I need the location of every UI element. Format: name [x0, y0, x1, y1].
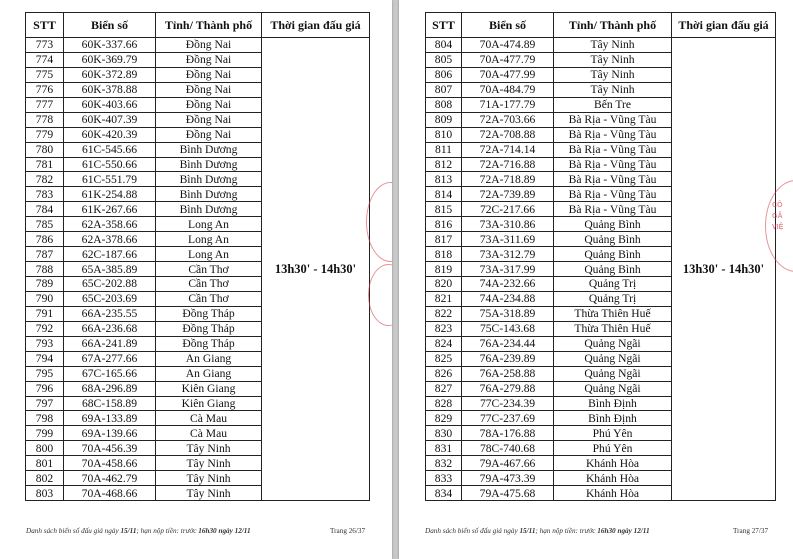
header-time: Thời gian đấu giá: [262, 13, 370, 38]
cell-stt: 803: [26, 486, 64, 501]
cell-stt: 818: [426, 247, 462, 262]
cell-plate: 78C-740.68: [462, 441, 554, 456]
cell-stt: 812: [426, 157, 462, 172]
cell-stt: 782: [26, 172, 64, 187]
cell-stt: 828: [426, 396, 462, 411]
red-seal-stamp-text: CÔ GÂ VIỆ: [772, 202, 784, 231]
cell-plate: 70A-477.99: [462, 67, 554, 82]
page-number: Trang 27/37: [733, 527, 769, 535]
cell-plate: 70A-458.66: [64, 456, 156, 471]
cell-plate: 77C-237.69: [462, 411, 554, 426]
document-page-26: [0, 0, 392, 559]
cell-province: Tây Ninh: [554, 52, 672, 67]
cell-stt: 801: [26, 456, 64, 471]
cell-stt: 821: [426, 291, 462, 306]
cell-province: Bình Dương: [156, 187, 262, 202]
cell-province: Đồng Tháp: [156, 306, 262, 321]
cell-stt: 814: [426, 187, 462, 202]
cell-province: Bà Rịa - Vũng Tàu: [554, 127, 672, 142]
cell-province: Tây Ninh: [554, 38, 672, 53]
cell-plate: 60K-403.66: [64, 97, 156, 112]
cell-plate: 71A-177.79: [462, 97, 554, 112]
cell-plate: 60K-407.39: [64, 112, 156, 127]
header-plate: Biển số: [64, 13, 156, 38]
cell-plate: 69A-133.89: [64, 411, 156, 426]
cell-plate: 61K-254.88: [64, 187, 156, 202]
cell-province: Khánh Hòa: [554, 486, 672, 501]
cell-stt: 809: [426, 112, 462, 127]
cell-province: Đồng Tháp: [156, 336, 262, 351]
cell-plate: 72A-703.66: [462, 112, 554, 127]
cell-stt: 781: [26, 157, 64, 172]
cell-plate: 60K-372.89: [64, 67, 156, 82]
cell-stt: 788: [26, 262, 64, 277]
cell-plate: 75A-318.89: [462, 306, 554, 321]
cell-province: An Giang: [156, 366, 262, 381]
cell-stt: 819: [426, 262, 462, 277]
cell-province: Quảng Bình: [554, 247, 672, 262]
cell-province: Cần Thơ: [156, 262, 262, 277]
cell-stt: 795: [26, 366, 64, 381]
cell-stt: 804: [426, 38, 462, 53]
cell-plate: 66A-236.68: [64, 321, 156, 336]
cell-stt: 808: [426, 97, 462, 112]
cell-stt: 799: [26, 426, 64, 441]
cell-stt: 826: [426, 366, 462, 381]
cell-plate: 74A-234.88: [462, 291, 554, 306]
cell-province: Long An: [156, 232, 262, 247]
red-seal-stamp-fragment: [368, 264, 392, 326]
cell-plate: 62A-378.66: [64, 232, 156, 247]
cell-plate: 70A-468.66: [64, 486, 156, 501]
cell-stt: 778: [26, 112, 64, 127]
cell-stt: 825: [426, 351, 462, 366]
cell-province: Tây Ninh: [554, 67, 672, 82]
cell-province: Quảng Bình: [554, 262, 672, 277]
header-stt: STT: [26, 13, 64, 38]
cell-plate: 67A-277.66: [64, 351, 156, 366]
cell-plate: 62C-187.66: [64, 247, 156, 262]
cell-province: Đồng Nai: [156, 112, 262, 127]
cell-stt: 824: [426, 336, 462, 351]
cell-plate: 72A-714.14: [462, 142, 554, 157]
plate-auction-table: [425, 12, 776, 501]
cell-plate: 79A-475.68: [462, 486, 554, 501]
cell-plate: 78A-176.88: [462, 426, 554, 441]
page-number: Trang 26/37: [330, 527, 366, 535]
cell-plate: 75C-143.68: [462, 321, 554, 336]
header-province: Tỉnh/ Thành phố: [554, 13, 672, 38]
cell-province: Bà Rịa - Vũng Tàu: [554, 172, 672, 187]
cell-stt: 790: [26, 291, 64, 306]
cell-plate: 72C-217.66: [462, 202, 554, 217]
cell-province: Quảng Trị: [554, 277, 672, 292]
cell-plate: 74A-232.66: [462, 277, 554, 292]
cell-stt: 796: [26, 381, 64, 396]
header-plate: Biển số: [462, 13, 554, 38]
cell-province: Tây Ninh: [156, 456, 262, 471]
cell-plate: 70A-462.79: [64, 471, 156, 486]
cell-plate: 70A-484.79: [462, 82, 554, 97]
cell-province: Quảng Trị: [554, 291, 672, 306]
cell-province: Bình Định: [554, 411, 672, 426]
cell-plate: 62A-358.66: [64, 217, 156, 232]
cell-province: Đồng Nai: [156, 82, 262, 97]
cell-stt: 774: [26, 52, 64, 67]
cell-stt: 832: [426, 456, 462, 471]
cell-plate: 76A-234.44: [462, 336, 554, 351]
cell-plate: 65C-203.69: [64, 291, 156, 306]
cell-plate: 61C-545.66: [64, 142, 156, 157]
cell-plate: 70A-477.79: [462, 52, 554, 67]
cell-plate: 61K-267.66: [64, 202, 156, 217]
cell-plate: 66A-241.89: [64, 336, 156, 351]
page-footer-note: Danh sách biển số đấu giá ngày 15/11; hạn nộp tiền: trước 16h30 ngày 12/11: [26, 527, 251, 535]
cell-plate: 60K-369.79: [64, 52, 156, 67]
header-province: Tỉnh/ Thành phố: [156, 13, 262, 38]
cell-plate: 61C-551.79: [64, 172, 156, 187]
cell-plate: 73A-312.79: [462, 247, 554, 262]
cell-stt: 787: [26, 247, 64, 262]
table-row: [426, 38, 776, 53]
cell-plate: 72A-716.88: [462, 157, 554, 172]
cell-province: Long An: [156, 247, 262, 262]
cell-province: Thừa Thiên Huế: [554, 306, 672, 321]
cell-province: Bình Dương: [156, 142, 262, 157]
cell-plate: 69A-139.66: [64, 426, 156, 441]
cell-stt: 827: [426, 381, 462, 396]
table-header-row: [26, 13, 370, 38]
cell-stt: 806: [426, 67, 462, 82]
cell-plate: 60K-420.39: [64, 127, 156, 142]
cell-province: Đồng Tháp: [156, 321, 262, 336]
cell-stt: 807: [426, 82, 462, 97]
cell-plate: 70A-456.39: [64, 441, 156, 456]
cell-province: Bà Rịa - Vũng Tàu: [554, 202, 672, 217]
cell-plate: 65A-385.89: [64, 262, 156, 277]
cell-stt: 810: [426, 127, 462, 142]
page-footer-note: Danh sách biển số đấu giá ngày 15/11; hạn nộp tiền: trước 16h30 ngày 12/11: [425, 527, 650, 535]
cell-province: Tây Ninh: [554, 82, 672, 97]
cell-province: Tây Ninh: [156, 486, 262, 501]
cell-stt: 798: [26, 411, 64, 426]
cell-plate: 79A-473.39: [462, 471, 554, 486]
cell-province: Kiên Giang: [156, 381, 262, 396]
cell-stt: 820: [426, 277, 462, 292]
cell-stt: 800: [26, 441, 64, 456]
cell-plate: 76A-279.88: [462, 381, 554, 396]
cell-plate: 73A-310.86: [462, 217, 554, 232]
cell-stt: 777: [26, 97, 64, 112]
cell-stt: 775: [26, 67, 64, 82]
cell-stt: 780: [26, 142, 64, 157]
cell-stt: 773: [26, 38, 64, 53]
cell-province: Bà Rịa - Vũng Tàu: [554, 142, 672, 157]
cell-stt: 776: [26, 82, 64, 97]
cell-province: Bà Rịa - Vũng Tàu: [554, 187, 672, 202]
cell-stt: 785: [26, 217, 64, 232]
cell-province: Bà Rịa - Vũng Tàu: [554, 112, 672, 127]
cell-province: Long An: [156, 217, 262, 232]
cell-stt: 822: [426, 306, 462, 321]
cell-plate: 72A-739.89: [462, 187, 554, 202]
cell-stt: 815: [426, 202, 462, 217]
cell-plate: 66A-235.55: [64, 306, 156, 321]
cell-province: Bình Dương: [156, 202, 262, 217]
cell-stt: 793: [26, 336, 64, 351]
cell-stt: 829: [426, 411, 462, 426]
cell-stt: 783: [26, 187, 64, 202]
cell-province: Bến Tre: [554, 97, 672, 112]
cell-province: Bình Dương: [156, 157, 262, 172]
header-stt: STT: [426, 13, 462, 38]
cell-stt: 791: [26, 306, 64, 321]
cell-province: Đồng Nai: [156, 97, 262, 112]
cell-plate: 73A-311.69: [462, 232, 554, 247]
cell-province: Đồng Nai: [156, 127, 262, 142]
cell-province: Bà Rịa - Vũng Tàu: [554, 157, 672, 172]
cell-stt: 817: [426, 232, 462, 247]
cell-time-slot: 13h30' - 14h30': [672, 38, 776, 501]
cell-plate: 60K-337.66: [64, 38, 156, 53]
cell-stt: 823: [426, 321, 462, 336]
cell-province: Cần Thơ: [156, 277, 262, 292]
cell-province: Cần Thơ: [156, 291, 262, 306]
cell-plate: 65C-202.88: [64, 277, 156, 292]
cell-province: Quảng Ngãi: [554, 366, 672, 381]
cell-plate: 72A-718.89: [462, 172, 554, 187]
cell-stt: 797: [26, 396, 64, 411]
cell-province: Kiên Giang: [156, 396, 262, 411]
cell-province: Tây Ninh: [156, 471, 262, 486]
cell-stt: 786: [26, 232, 64, 247]
cell-plate: 61C-550.66: [64, 157, 156, 172]
cell-plate: 67C-165.66: [64, 366, 156, 381]
cell-province: Phú Yên: [554, 426, 672, 441]
cell-province: Quảng Bình: [554, 217, 672, 232]
cell-province: Đồng Nai: [156, 67, 262, 82]
cell-province: Cà Mau: [156, 411, 262, 426]
cell-plate: 77C-234.39: [462, 396, 554, 411]
cell-province: Thừa Thiên Huế: [554, 321, 672, 336]
cell-stt: 813: [426, 172, 462, 187]
cell-stt: 831: [426, 441, 462, 456]
cell-province: An Giang: [156, 351, 262, 366]
cell-stt: 816: [426, 217, 462, 232]
cell-province: Quảng Bình: [554, 232, 672, 247]
cell-province: Bình Định: [554, 396, 672, 411]
cell-province: Quảng Ngãi: [554, 336, 672, 351]
cell-stt: 784: [26, 202, 64, 217]
cell-plate: 68C-158.89: [64, 396, 156, 411]
cell-plate: 60K-378.88: [64, 82, 156, 97]
cell-stt: 805: [426, 52, 462, 67]
cell-province: Phú Yên: [554, 441, 672, 456]
cell-stt: 789: [26, 277, 64, 292]
cell-stt: 834: [426, 486, 462, 501]
cell-stt: 830: [426, 426, 462, 441]
cell-stt: 779: [26, 127, 64, 142]
cell-province: Bình Dương: [156, 172, 262, 187]
cell-stt: 811: [426, 142, 462, 157]
document-page-27: [399, 0, 793, 559]
header-time: Thời gian đấu giá: [672, 13, 776, 38]
cell-stt: 792: [26, 321, 64, 336]
cell-plate: 76A-258.88: [462, 366, 554, 381]
table-header-row: [426, 13, 776, 38]
cell-stt: 794: [26, 351, 64, 366]
cell-plate: 79A-467.66: [462, 456, 554, 471]
cell-plate: 72A-708.88: [462, 127, 554, 142]
cell-province: Khánh Hòa: [554, 456, 672, 471]
cell-plate: 68A-296.89: [64, 381, 156, 396]
cell-plate: 73A-317.99: [462, 262, 554, 277]
cell-province: Quảng Ngãi: [554, 351, 672, 366]
cell-stt: 833: [426, 471, 462, 486]
cell-time-slot: 13h30' - 14h30': [262, 38, 370, 501]
cell-province: Khánh Hòa: [554, 471, 672, 486]
plate-auction-table: [25, 12, 370, 501]
cell-plate: 70A-474.89: [462, 38, 554, 53]
cell-stt: 802: [26, 471, 64, 486]
cell-province: Đồng Nai: [156, 52, 262, 67]
cell-province: Quảng Ngãi: [554, 381, 672, 396]
cell-province: Cà Mau: [156, 426, 262, 441]
cell-plate: 76A-239.89: [462, 351, 554, 366]
cell-province: Tây Ninh: [156, 441, 262, 456]
cell-province: Đồng Nai: [156, 38, 262, 53]
table-row: [26, 38, 370, 53]
